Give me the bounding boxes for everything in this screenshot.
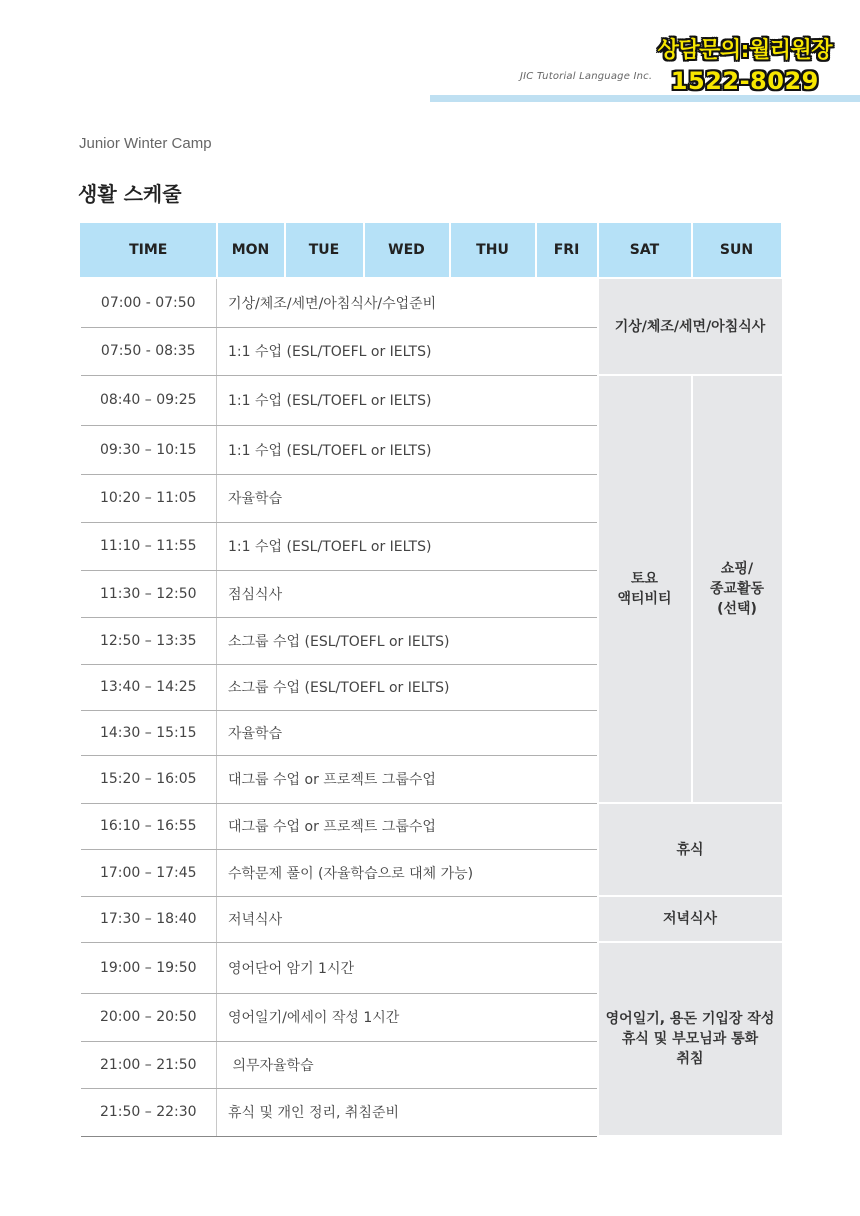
- weekend-morning-cell: 기상/체조/세면/아침식사: [598, 278, 782, 375]
- time-cell: 20:00 – 20:50: [81, 993, 217, 1041]
- activity-cell: 점심식사: [217, 570, 598, 617]
- activity-cell: 저녁식사: [217, 896, 598, 942]
- activity-cell: 영어일기/에세이 작성 1시간: [217, 993, 598, 1041]
- activity-cell: 대그룹 수업 or 프로젝트 그룹수업: [217, 803, 598, 849]
- activity-cell: 1:1 수업 (ESL/TOEFL or IELTS): [217, 425, 598, 474]
- contact-banner: [658, 36, 832, 96]
- activity-cell: 자율학습: [217, 710, 598, 755]
- header-accent-bar: [430, 95, 860, 102]
- table-row: [81, 896, 782, 942]
- activity-cell: 대그룹 수업 or 프로젝트 그룹수업: [217, 755, 598, 803]
- col-header-mon: MON: [217, 222, 285, 278]
- time-cell: 21:00 – 21:50: [81, 1041, 217, 1088]
- activity-cell: 의무자율학습: [217, 1041, 598, 1088]
- table-row: [81, 278, 782, 327]
- col-header-sun: SUN: [692, 222, 782, 278]
- time-cell: 21:50 – 22:30: [81, 1088, 217, 1136]
- activity-cell: 1:1 수업 (ESL/TOEFL or IELTS): [217, 375, 598, 425]
- activity-cell: 기상/체조/세면/아침식사/수업준비: [217, 278, 598, 327]
- table-row: [81, 942, 782, 993]
- weekend-evening-line: 영어일기, 용돈 기입장 작성: [605, 1011, 775, 1027]
- sunday-activity-cell: [692, 375, 782, 803]
- time-cell: 09:30 – 10:15: [81, 425, 217, 474]
- weekend-rest-cell: 휴식: [598, 803, 782, 896]
- time-cell: 10:20 – 11:05: [81, 474, 217, 522]
- col-header-thu: THU: [450, 222, 536, 278]
- sunday-activity-line: 종교활동: [709, 581, 765, 597]
- col-header-time: TIME: [81, 222, 217, 278]
- time-cell: 13:40 – 14:25: [81, 664, 217, 710]
- col-header-fri: FRI: [536, 222, 598, 278]
- activity-cell: 1:1 수업 (ESL/TOEFL or IELTS): [217, 327, 598, 375]
- page-title: 생활 스케줄: [78, 182, 182, 206]
- weekend-dinner-cell: 저녁식사: [598, 896, 782, 942]
- weekend-evening-cell: [598, 942, 782, 1136]
- activity-cell: 수학문제 풀이 (자율학습으로 대체 가능): [217, 849, 598, 896]
- table-row: [81, 803, 782, 849]
- brand-name: JIC Tutorial Language Inc.: [520, 71, 653, 82]
- col-header-wed: WED: [364, 222, 450, 278]
- time-cell: 16:10 – 16:55: [81, 803, 217, 849]
- header-row: [81, 222, 782, 278]
- contact-phone: 1522-8029: [670, 67, 819, 95]
- time-cell: 11:30 – 12:50: [81, 570, 217, 617]
- time-cell: 11:10 – 11:55: [81, 522, 217, 570]
- saturday-activity-line: 토요: [630, 571, 659, 587]
- activity-cell: 휴식 및 개인 정리, 취침준비: [217, 1088, 598, 1136]
- schedule-table: [80, 221, 783, 1137]
- time-cell: 07:50 - 08:35: [81, 327, 217, 375]
- time-cell: 17:00 – 17:45: [81, 849, 217, 896]
- activity-cell: 자율학습: [217, 474, 598, 522]
- time-cell: 17:30 – 18:40: [81, 896, 217, 942]
- weekend-evening-line: 휴식 및 부모님과 통화: [621, 1031, 759, 1047]
- time-cell: 12:50 – 13:35: [81, 617, 217, 664]
- time-cell: 19:00 – 19:50: [81, 942, 217, 993]
- sunday-activity-line: (선택): [717, 601, 757, 617]
- col-header-sat: SAT: [598, 222, 692, 278]
- saturday-activity-cell: [598, 375, 692, 803]
- table-row: [81, 375, 782, 425]
- sunday-activity-line: 쇼핑/: [720, 561, 754, 577]
- activity-cell: 소그룹 수업 (ESL/TOEFL or IELTS): [217, 664, 598, 710]
- activity-cell: 영어단어 암기 1시간: [217, 942, 598, 993]
- saturday-activity-line: 액티비티: [617, 591, 672, 607]
- weekend-evening-line: 취침: [676, 1051, 704, 1067]
- activity-cell: 1:1 수업 (ESL/TOEFL or IELTS): [217, 522, 598, 570]
- col-header-tue: TUE: [285, 222, 364, 278]
- time-cell: 15:20 – 16:05: [81, 755, 217, 803]
- camp-subtitle: Junior Winter Camp: [79, 135, 212, 152]
- time-cell: 07:00 - 07:50: [81, 278, 217, 327]
- time-cell: 14:30 – 15:15: [81, 710, 217, 755]
- time-cell: 08:40 – 09:25: [81, 375, 217, 425]
- activity-cell: 소그룹 수업 (ESL/TOEFL or IELTS): [217, 617, 598, 664]
- contact-label: 상담문의:월리원장: [657, 38, 832, 63]
